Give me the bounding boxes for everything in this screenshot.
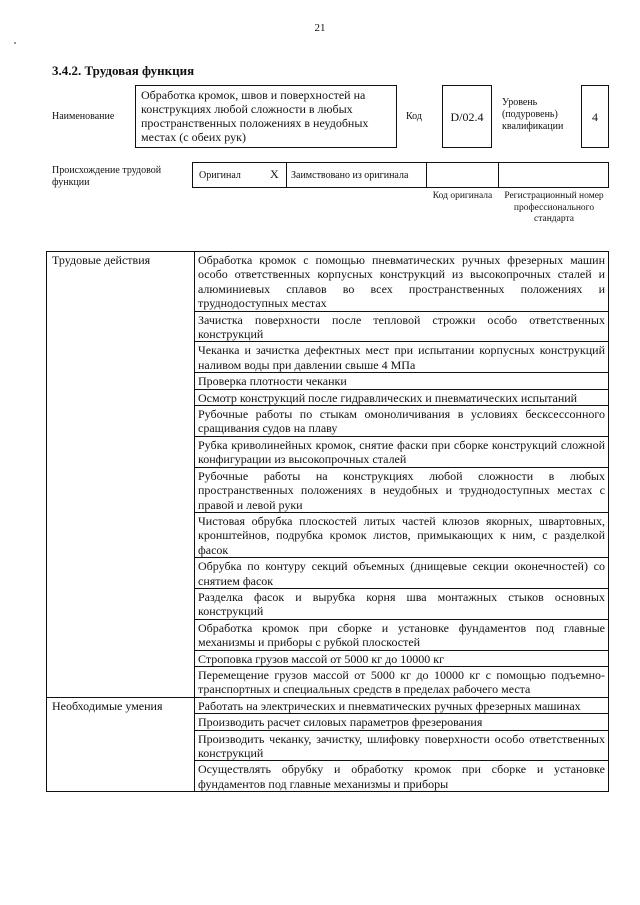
name-value: Обработка кромок, швов и поверхностей на конструкциях любой сложности в любых пространственных положениях в неудобных местах (с обеих рук) [141,88,369,144]
code-label: Код [406,111,422,122]
table-row [47,697,609,713]
code-caption: Код оригинала [432,191,493,201]
labor-actions-label: Трудовые действия [47,252,195,698]
labor-action-item: Рубочные работы по стыкам омоноличивания в условиях бесксессонного сращивания судов на плаву [195,406,609,437]
labor-action-item: Обработка кромок при сборке и установке фундаментов под главные механизмы и приборы с рубкой плоскостей [195,619,609,650]
labor-action-item: Строповка грузов массой от 5000 кг до 10000 кг [195,650,609,666]
skill-item: Осуществлять обрубку и обработку кромок при сборке и установке фундаментов под главные механизмы и приборы [195,761,609,792]
origin-cell-reg [498,162,609,188]
labor-action-item: Рубка криволинейных кромок, снятие фаски при сборке конструкций сложной конфигурации из высокопрочных сталей [195,436,609,467]
name-label: Наименование [52,111,115,122]
level-label: Уровень (подуровень) квалификации [502,97,564,132]
skills-label: Необходимые умения [47,697,195,791]
original-mark: X [270,167,279,181]
labor-action-item: Зачистка поверхности после тепловой строжки особо ответственных конструкций [195,311,609,342]
origin-label: Происхождение трудовой функции [52,165,162,188]
skill-item: Работать на электрических и пневматических ручных фрезерных машинах [195,697,609,713]
table-row [47,252,609,312]
labor-action-item: Обработка кромок с помощью пневматических ручных фрезерных машин особо ответственных корпусных конструкций из высокопрочных сталей и алюминиевых сплавов во всех пространственных положениях и труднодоступных местах [195,252,609,312]
reg-caption: Регистрационный номер профессионального стандарта [504,191,604,224]
skill-item: Производить расчет силовых параметров фрезерования [195,714,609,730]
labor-function-table [46,251,609,792]
borrowed-label: Заимствовано из оригинала [291,170,409,181]
skill-item: Производить чеканку, зачистку, шлифовку поверхности особо ответственных конструкций [195,730,609,761]
level-value: 4 [592,110,598,124]
code-value: D/02.4 [450,110,484,124]
original-label: Оригинал [199,170,241,181]
labor-action-item: Осмотр конструкций после гидравлических и пневматических испытаний [195,389,609,405]
labor-action-item: Разделка фасок и вырубка корня шва монтажных стыков основных конструкций [195,588,609,619]
labor-action-item: Чистовая обрубка плоскостей литых частей клюзов якорных, швартовных, кронштейнов, подрубка кромок листов, примыкающих к ним, с разделкой фасок [195,512,609,557]
labor-action-item: Чеканка и зачистка дефектных мест при испытании корпусных конструкций наливом воды при давлении свыше 4 МПа [195,342,609,373]
labor-action-item: Рубочные работы на конструкциях любой сложности в любых пространственных положениях в неудобных и труднодоступных местах с правой и левой руки [195,467,609,512]
labor-action-item: Обрубка по контуру секций объемных (днищевые секции оконечностей) со снятием фасок [195,558,609,589]
scan-speck [14,42,16,44]
page-number: 21 [314,22,326,34]
labor-action-item: Перемещение грузов массой от 5000 кг до 10000 кг с помощью подъемно-транспортных и специальных средств в пределах рабочего места [195,666,609,697]
section-title: 3.4.2. Трудовая функция [52,63,195,78]
labor-action-item: Проверка плотности чеканки [195,373,609,389]
origin-cell-code [426,162,499,188]
